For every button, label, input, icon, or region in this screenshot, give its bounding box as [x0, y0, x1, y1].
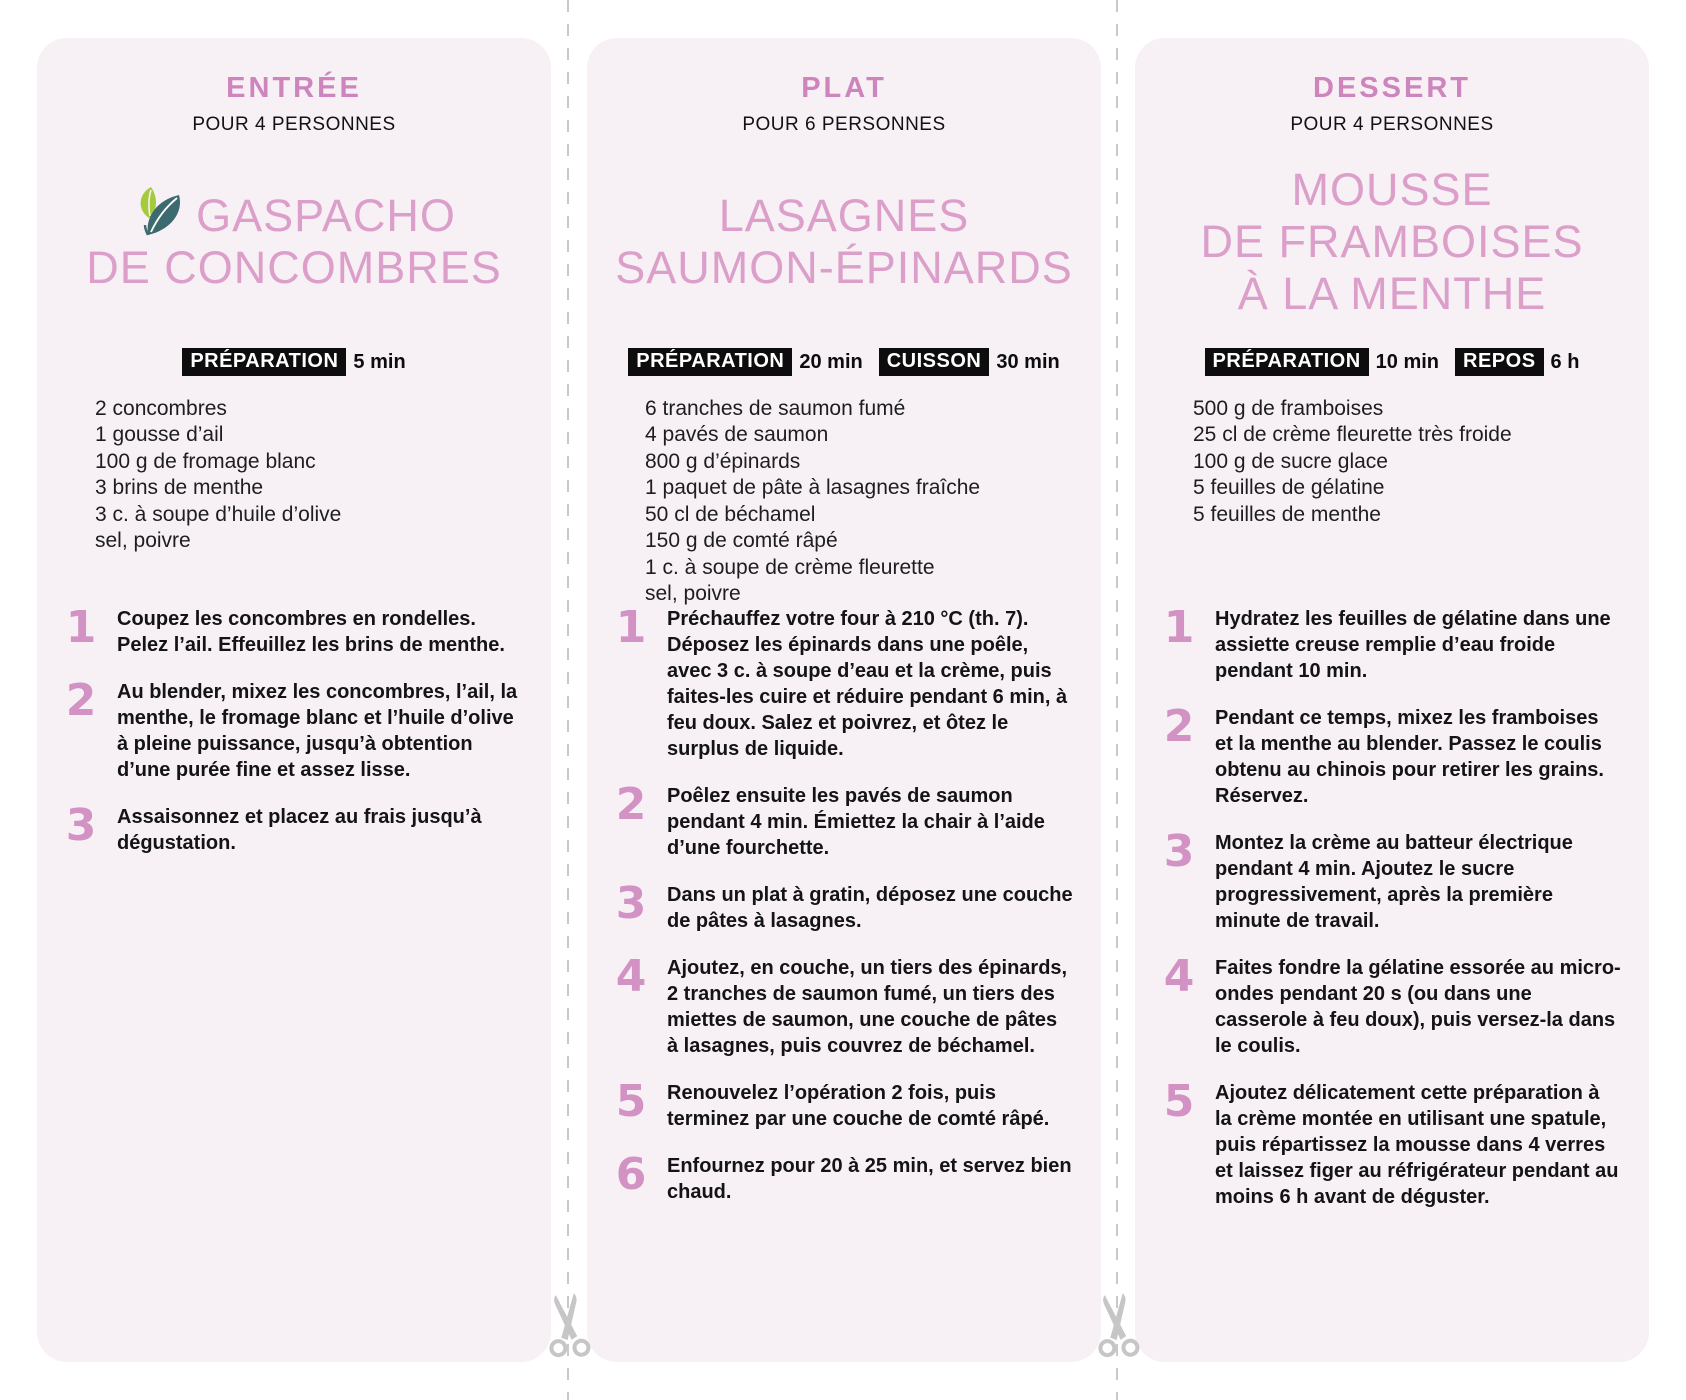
ingredient-item: 6 tranches de saumon fumé: [645, 397, 906, 420]
cook-time-badge: [879, 348, 1060, 376]
recipe-title-text: À LA MENTHE: [1237, 267, 1547, 319]
steps-list: [37, 602, 551, 856]
recipe-title-text: GASPACHO: [196, 190, 456, 242]
steps-list: [1135, 602, 1649, 1210]
step-number: 2: [615, 779, 647, 830]
step-text: Pendant ce temps, mixez les framboises et la menthe au blender. Passez le coulis obtenu au chinois pour retirer les grains. Réservez.: [1215, 707, 1604, 807]
step-item: [1155, 701, 1625, 809]
step-text: Ajoutez, en couche, un tiers des épinards, 2 tranches de saumon fumé, un tiers des miettes de saumon, une couche de pâtes à lasagnes, puis couvrez de béchamel.: [667, 957, 1068, 1057]
step-item: [57, 602, 527, 658]
cut-line: [567, 0, 569, 1400]
ingredient-item: 50 cl de béchamel: [645, 502, 816, 526]
rest-time-badge: [1455, 348, 1579, 376]
ingredient-item: 500 g de framboises: [1193, 397, 1384, 420]
recipe-title-line: [1291, 164, 1493, 216]
ingredient-item: 5 feuilles de gélatine: [1193, 476, 1385, 500]
step-number: 6: [615, 1149, 647, 1200]
recipe-title-line: [615, 242, 1073, 293]
ingredient-item: 4 pavés de saumon: [645, 423, 829, 447]
recipe-title-text: DE FRAMBOISES: [1200, 216, 1584, 268]
step-text: Préchauffez votre four à 210 °C (th. 7). Déposez les épinards dans une poêle, avec 3 c. à soupe d’eau et la crème, puis faites-les cuire et réduire pendant 6 min, à feu doux. Salez et poivrez, et ôtez le surplus de liquide.: [667, 608, 1068, 760]
recipe-title-line: [86, 242, 502, 293]
time-badges: [1135, 348, 1649, 376]
time-badges: [37, 348, 551, 376]
step-text: Poêlez ensuite les pavés de saumon pendant 4 min. Émiettez la chair à l’aide d’une fourchette.: [667, 785, 1045, 859]
recipe-title-line: [132, 190, 456, 242]
badge-label: PRÉPARATION: [628, 348, 792, 376]
badge-label: CUISSON: [879, 348, 990, 376]
step-number: 3: [65, 800, 97, 851]
ingredient-item: 150 g de comté râpé: [645, 529, 838, 553]
ingredient-item: 25 cl de crème fleurette très froide: [1193, 423, 1512, 447]
course-label: ENTRÉE: [226, 72, 362, 104]
step-item: [607, 878, 1077, 934]
recipe-title: [37, 136, 551, 348]
scissors-icon: [1090, 1286, 1143, 1364]
recipe-title-line: [1200, 216, 1584, 268]
ingredient-item: 100 g de fromage blanc: [95, 449, 316, 473]
recipe-card-dessert: [1135, 38, 1649, 1362]
step-text: Enfournez pour 20 à 25 min, et servez bien chaud.: [667, 1155, 1072, 1203]
step-number: 1: [615, 602, 647, 653]
step-item: [607, 1076, 1077, 1132]
servings-label: POUR 4 PERSONNES: [1290, 114, 1494, 135]
recipe-title-line: [718, 190, 970, 242]
ingredient-item: 100 g de sucre glace: [1193, 449, 1388, 473]
step-number: 5: [615, 1076, 647, 1127]
badge-value: 30 min: [996, 350, 1060, 373]
step-text: Montez la crème au batteur électrique pendant 4 min. Ajoutez le sucre progressivement, après la première minute de travail.: [1215, 832, 1573, 932]
course-label: DESSERT: [1313, 72, 1471, 104]
recipe-card-plat: [587, 38, 1101, 1362]
step-text: Dans un plat à gratin, déposez une couche de pâtes à lasagnes.: [667, 884, 1073, 932]
step-item: [1155, 951, 1625, 1059]
servings-label: POUR 4 PERSONNES: [192, 114, 396, 135]
step-text: Renouvelez l’opération 2 fois, puis terminez par une couche de comté râpé.: [667, 1082, 1050, 1130]
ingredient-item: 5 feuilles de menthe: [1193, 502, 1381, 526]
ingredients-list: [645, 396, 1073, 606]
step-number: 3: [615, 878, 647, 929]
step-item: [1155, 826, 1625, 934]
badge-value: 5 min: [353, 350, 406, 373]
ingredient-item: 3 c. à soupe d’huile d’olive: [95, 502, 342, 526]
ingredient-item: sel, poivre: [645, 582, 741, 606]
ingredient-item: 800 g d’épinards: [645, 449, 801, 473]
recipe-title: [1135, 136, 1649, 348]
steps-list: [587, 602, 1101, 1205]
prep-time-badge: [1205, 348, 1439, 376]
step-item: [607, 779, 1077, 861]
step-item: [57, 800, 527, 856]
step-text: Assaisonnez et placez au frais jusqu’à dégustation.: [117, 806, 482, 854]
badge-label: PRÉPARATION: [1205, 348, 1369, 376]
ingredients-list: [1193, 396, 1621, 606]
servings-label: POUR 6 PERSONNES: [742, 114, 946, 135]
recipe-title-text: DE CONCOMBRES: [86, 242, 502, 293]
ingredient-item: 3 brins de menthe: [95, 476, 264, 500]
badge-label: PRÉPARATION: [182, 348, 346, 376]
step-text: Coupez les concombres en rondelles. Pelez l’ail. Effeuillez les brins de menthe.: [117, 608, 505, 656]
step-text: Faites fondre la gélatine essorée au micro-ondes pendant 20 s (ou dans une casserole à feu doux), puis versez-la dans le coulis.: [1215, 957, 1621, 1057]
recipe-card-entree: [37, 38, 551, 1362]
step-number: 4: [1163, 951, 1195, 1002]
step-number: 2: [65, 675, 97, 726]
ingredient-item: 1 gousse d’ail: [95, 423, 224, 447]
step-item: [607, 951, 1077, 1059]
step-number: 1: [65, 602, 97, 653]
step-text: Au blender, mixez les concombres, l’ail, la menthe, le fromage blanc et l’huile d’olive à pleine puissance, jusqu’à obtention d’une purée fine et assez lisse.: [117, 681, 518, 781]
recipe-title-text: SAUMON-ÉPINARDS: [615, 242, 1073, 293]
course-label: PLAT: [801, 72, 887, 104]
step-item: [1155, 1076, 1625, 1210]
ingredient-item: 1 c. à soupe de crème fleurette: [645, 555, 935, 579]
recipe-title-line: [1237, 267, 1547, 319]
scissors-icon: [541, 1286, 594, 1364]
step-text: Hydratez les feuilles de gélatine dans une assiette creuse remplie d’eau froide pendant 10 min.: [1215, 608, 1611, 682]
ingredient-item: 1 paquet de pâte à lasagnes fraîche: [645, 476, 981, 500]
step-item: [607, 1149, 1077, 1205]
leaf-icon: [132, 185, 188, 237]
step-number: 2: [1163, 701, 1195, 752]
badge-value: 6 h: [1550, 350, 1580, 373]
step-number: 5: [1163, 1076, 1195, 1127]
time-badges: [587, 348, 1101, 376]
recipe-title-text: LASAGNES: [718, 190, 970, 242]
step-item: [57, 675, 527, 783]
recipe-title: [587, 136, 1101, 348]
ingredients-list: [95, 396, 523, 606]
step-number: 4: [615, 951, 647, 1002]
ingredient-item: 2 concombres: [95, 397, 227, 420]
badge-label: REPOS: [1455, 348, 1544, 376]
ingredient-item: sel, poivre: [95, 529, 191, 553]
badge-value: 20 min: [799, 350, 863, 373]
badge-value: 10 min: [1375, 350, 1440, 373]
prep-time-badge: [182, 348, 405, 376]
recipe-title-text: MOUSSE: [1291, 164, 1493, 216]
prep-time-badge: [628, 348, 862, 376]
step-number: 1: [1163, 602, 1195, 653]
step-item: [1155, 602, 1625, 684]
step-number: 3: [1163, 826, 1195, 877]
step-item: [607, 602, 1077, 762]
cut-line: [1116, 0, 1118, 1400]
step-text: Ajoutez délicatement cette préparation à la crème montée en utilisant une spatule, puis répartissez la mousse dans 4 verres et laissez figer au réfrigérateur pendant au moins 6 h avant de déguster.: [1215, 1082, 1619, 1208]
